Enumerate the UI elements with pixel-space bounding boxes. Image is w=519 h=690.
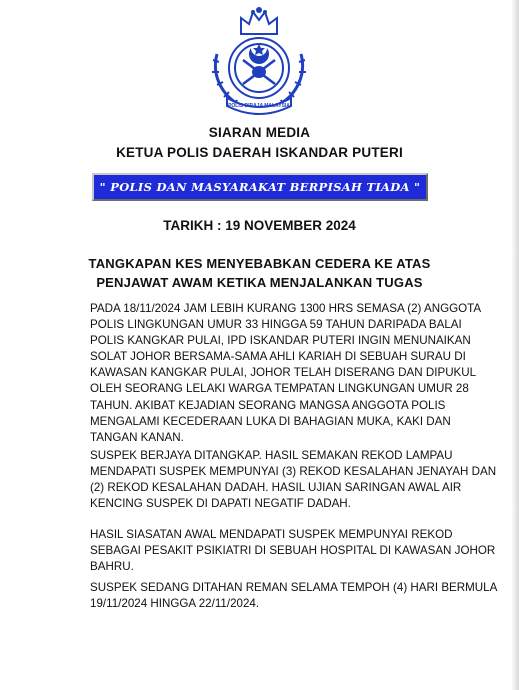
paragraph-line: PADA 18/11/2024 JAM LEBIH KURANG 1300 HRS SEMASA (2) ANGGOTA bbox=[90, 302, 482, 315]
paragraph-line: SUSPEK BERJAYA DITANGKAP. HASIL SEMAKAN REKOD LAMPAU bbox=[90, 449, 453, 462]
headline-line-2: PENJAWAT AWAM KETIKA MENJALANKAN TUGAS bbox=[96, 275, 423, 290]
police-crest-logo bbox=[197, 4, 321, 116]
slogan-banner bbox=[92, 173, 428, 201]
crest-motto: POLIS DIRAJA MALAYSIA bbox=[228, 103, 290, 109]
paragraph-line: KENCING SUSPEK DI DAPATI NEGATIF DADAH. bbox=[90, 497, 351, 511]
paragraph-line: POLIS LINGKUNGAN UMUR 33 HINGGA 59 TAHUN DARIPADA BALAI bbox=[90, 318, 462, 332]
paragraph-line: SUSPEK SEDANG DITAHAN REMAN SELAMA TEMPOH (4) HARI BERMULA bbox=[90, 581, 498, 594]
paragraph-line: TANGAN KANAN. bbox=[90, 430, 184, 444]
paragraph-line: MENDAPATI SUSPEK MEMPUNYAI (3) REKOD KESALAHAN JENAYAH DAN bbox=[90, 465, 497, 479]
header-siaran-media: SIARAN MEDIA bbox=[208, 125, 311, 140]
headline-line-1: TANGKAPAN KES MENYEBABKAN CEDERA KE ATAS bbox=[88, 256, 431, 271]
paragraph-suspect-records bbox=[90, 448, 497, 512]
paragraph-line: KAWASAN KANGKAR PULAI, JOHOR TELAH DISERANG DAN DIPUKUL bbox=[90, 366, 477, 380]
slogan-text: " POLIS DAN MASYARAKAT BERPISAH TIADA " bbox=[99, 180, 421, 194]
paragraph-investigation bbox=[90, 527, 496, 575]
paragraph-remand bbox=[90, 580, 498, 612]
paragraph-line: 19/11/2024 HINGGA 22/11/2024. bbox=[90, 597, 260, 611]
paragraph-line: POLIS KANGKAR PULAI, IPD ISKANDAR PUTERI INGIN MENUNAIKAN bbox=[90, 334, 471, 348]
paragraph-line: MENGALAMI KECEDERAAN LUKA DI BAHAGIAN MUKA, KAKI DAN bbox=[90, 414, 451, 428]
page-edge-shadow bbox=[511, 0, 519, 690]
paragraph-line: TAHUN. AKIBAT KEJADIAN SEORANG MANGSA ANGGOTA POLIS bbox=[90, 398, 446, 412]
paragraph-line: SEBAGAI PESAKIT PSIKIATRI DI SEBUAH HOSPITAL DI KAWASAN JOHOR bbox=[90, 544, 496, 558]
release-date: TARIKH : 19 NOVEMBER 2024 bbox=[163, 218, 356, 233]
paragraph-line: HASIL SIASATAN AWAL MENDAPATI SUSPEK MEMPUNYAI REKOD bbox=[90, 528, 453, 541]
paragraph-line: (2) REKOD KESALAHAN DADAH. HASIL UJIAN SARINGAN AWAL AIR bbox=[90, 481, 462, 495]
paragraph-line: OLEH SEORANG LELAKI WARGA TEMPATAN LINGKUNGAN UMUR 28 bbox=[90, 382, 469, 396]
paragraph-line: SOLAT JOHOR BERSAMA-SAMA AHLI KARIAH DI SEBUAH SURAU DI bbox=[90, 350, 466, 364]
paragraph-line: BAHRU. bbox=[90, 560, 134, 574]
header-ketua-polis: KETUA POLIS DAERAH ISKANDAR PUTERI bbox=[116, 145, 403, 160]
paragraph-incident bbox=[90, 301, 482, 446]
